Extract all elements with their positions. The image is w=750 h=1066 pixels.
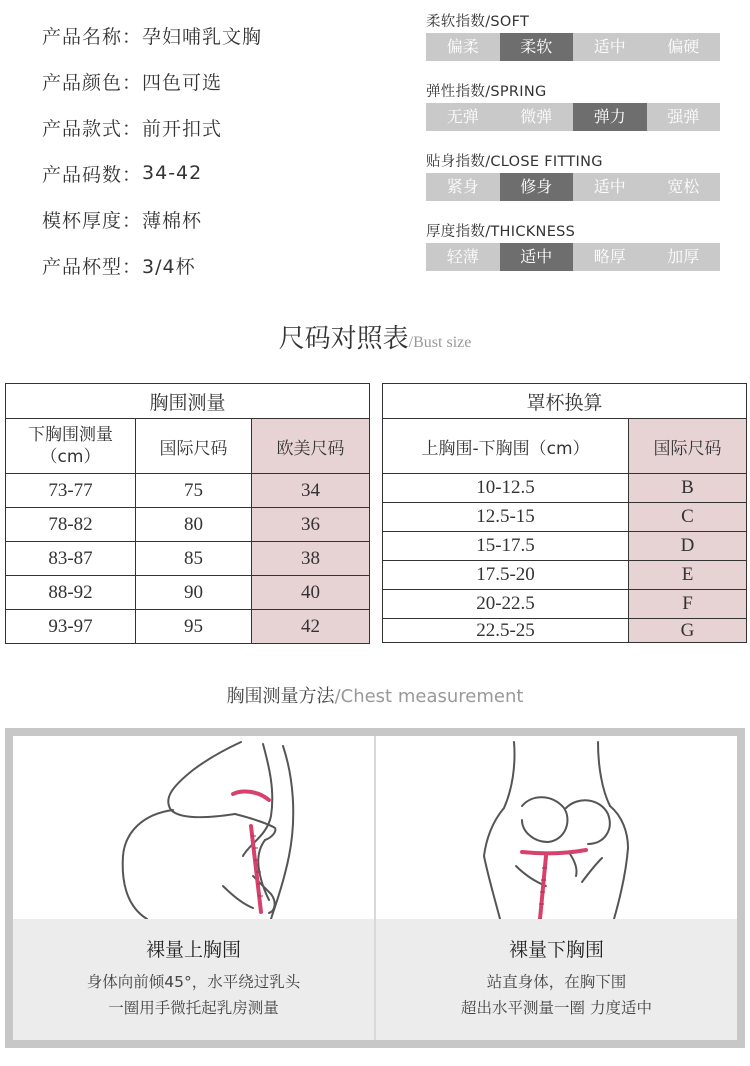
attr-label: 产品款式：	[42, 117, 143, 140]
cell: 38	[252, 542, 370, 576]
scale-option: 紧身	[446, 177, 479, 196]
method-line: 身体向前倾45°，水平绕过乳头	[86, 973, 301, 991]
attr-row	[42, 150, 262, 196]
scale-title: 弹性指数/SPRING	[426, 84, 547, 100]
measurement-guide	[5, 728, 745, 1048]
table-row	[6, 576, 370, 610]
product-attributes	[42, 12, 262, 288]
measure-heading	[0, 682, 750, 708]
attr-label: 模杯厚度：	[42, 209, 143, 232]
scale-bar	[426, 33, 720, 61]
cup-table-title: 罩杯换算	[383, 384, 747, 419]
scale-option: 略厚	[593, 247, 626, 266]
under-bust-text	[376, 919, 737, 1040]
header-intl-size: 国际尺码	[136, 419, 252, 474]
attr-row	[42, 104, 262, 150]
under-bust-illustration	[376, 736, 737, 919]
size-chart-title: 尺码对照表	[278, 324, 409, 354]
measure-title: 胸围测量方法	[226, 686, 335, 707]
scale-bar	[426, 103, 720, 131]
scale-option-selected: 柔软	[500, 33, 574, 61]
scale-thickness	[426, 222, 720, 292]
cell: 75	[136, 474, 252, 508]
cell: 78-82	[6, 508, 136, 542]
upper-bust-text	[13, 919, 374, 1040]
scale-option: 轻薄	[446, 247, 479, 266]
cell: D	[629, 532, 747, 561]
cell: 22.5-25	[383, 619, 629, 643]
method-caption: 裸量上胸围	[145, 939, 241, 961]
scale-option-selected: 适中	[500, 243, 574, 271]
table-row	[6, 508, 370, 542]
index-scales	[426, 12, 720, 292]
table-row	[383, 503, 747, 532]
scale-option: 偏柔	[446, 37, 479, 56]
method-under-bust	[376, 736, 737, 1040]
cell: 17.5-20	[383, 561, 629, 590]
scale-option: 加厚	[667, 247, 700, 266]
scale-option: 适中	[593, 177, 626, 196]
measure-subtitle: /Chest measurement	[334, 686, 524, 707]
scale-bar	[426, 243, 720, 271]
attr-label: 产品颜色：	[42, 71, 143, 94]
attr-value: 34-42	[142, 162, 203, 184]
attr-row	[42, 12, 262, 58]
attr-value: 薄棉杯	[142, 209, 203, 232]
scale-option: 宽松	[667, 177, 700, 196]
table-row	[6, 542, 370, 576]
cell: C	[629, 503, 747, 532]
table-row	[383, 619, 747, 643]
method-line: 站直身体，在胸下围	[486, 973, 627, 991]
attr-label: 产品码数：	[42, 163, 143, 186]
header-eu-size: 欧美尺码	[252, 419, 370, 474]
cell: 42	[252, 610, 370, 644]
attr-value: 四色可选	[142, 71, 223, 94]
cell: 83-87	[6, 542, 136, 576]
upper-bust-illustration	[13, 736, 374, 919]
cell: 73-77	[6, 474, 136, 508]
cell: 85	[136, 542, 252, 576]
cell: 80	[136, 508, 252, 542]
table-row	[383, 590, 747, 619]
attr-label: 产品杯型：	[42, 255, 143, 278]
scale-spring	[426, 82, 720, 152]
method-upper-bust	[13, 736, 374, 1040]
table-row	[383, 532, 747, 561]
cell: B	[629, 474, 747, 503]
scale-option: 偏硬	[667, 37, 700, 56]
cell: F	[629, 590, 747, 619]
scale-option: 微弹	[520, 107, 553, 126]
cell: 36	[252, 508, 370, 542]
header-under-bust: 下胸围测量 （cm）	[6, 419, 136, 474]
scale-title: 厚度指数/THICKNESS	[426, 224, 576, 240]
cell: 93-97	[6, 610, 136, 644]
cell: 15-17.5	[383, 532, 629, 561]
table-row	[6, 610, 370, 644]
bust-table	[5, 383, 370, 644]
scale-soft	[426, 12, 720, 82]
header-bust-diff: 上胸围-下胸围（cm）	[383, 419, 629, 474]
cell: E	[629, 561, 747, 590]
bust-table-title: 胸围测量	[6, 384, 370, 419]
attr-row	[42, 196, 262, 242]
cell: 12.5-15	[383, 503, 629, 532]
size-chart-subtitle: /Bust size	[408, 334, 472, 351]
scale-option-selected: 修身	[500, 173, 574, 201]
attr-value: 前开扣式	[142, 117, 223, 140]
attr-row	[42, 242, 262, 288]
table-row	[6, 474, 370, 508]
cell: G	[629, 619, 747, 643]
scale-option: 适中	[593, 37, 626, 56]
cup-table	[382, 383, 747, 643]
scale-option-selected: 弹力	[573, 103, 647, 131]
cell: 90	[136, 576, 252, 610]
scale-option: 强弹	[667, 107, 700, 126]
cell: 95	[136, 610, 252, 644]
cell: 10-12.5	[383, 474, 629, 503]
size-chart-heading	[0, 318, 750, 355]
attr-row	[42, 58, 262, 104]
scale-option: 无弹	[446, 107, 479, 126]
attr-label: 产品名称：	[42, 25, 143, 48]
cell: 34	[252, 474, 370, 508]
cell: 40	[252, 576, 370, 610]
table-row	[383, 474, 747, 503]
scale-bar	[426, 173, 720, 201]
scale-title: 柔软指数/SOFT	[426, 14, 530, 30]
method-line: 超出水平测量一圈 力度适中	[461, 999, 652, 1017]
method-caption: 裸量下胸围	[508, 939, 604, 961]
cell: 88-92	[6, 576, 136, 610]
header-cup-size: 国际尺码	[629, 419, 747, 474]
method-line: 一圈用手微托起乳房测量	[108, 999, 279, 1017]
scale-title: 贴身指数/CLOSE FITTING	[426, 154, 603, 170]
cell: 20-22.5	[383, 590, 629, 619]
attr-value: 3/4杯	[142, 255, 196, 278]
scale-close-fitting	[426, 152, 720, 222]
table-row	[383, 561, 747, 590]
attr-value: 孕妇哺乳文胸	[142, 25, 263, 48]
